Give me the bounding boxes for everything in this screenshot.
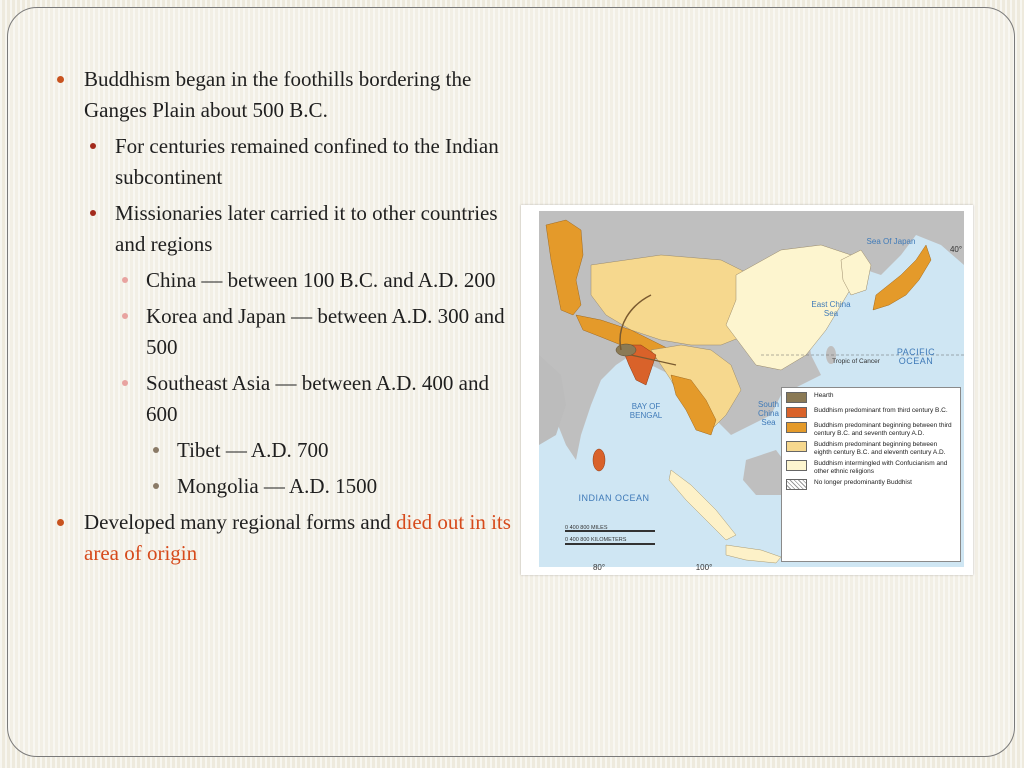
scale-km: 0 400 800 KILOMETERS	[565, 537, 627, 543]
label-south-china-sea: South China Sea	[758, 400, 779, 427]
bullet-text: Southeast Asia — between A.D. 400 and 600	[146, 371, 489, 426]
label-pacific-ocean: PACIFIC OCEAN	[896, 347, 936, 366]
bullet-china	[52, 265, 522, 296]
bullet-korea-japan	[52, 301, 522, 363]
bullet-regional-forms	[52, 507, 522, 569]
legend-item-eighth-to-eleventh	[786, 441, 956, 456]
bullet-text: China — between 100 B.C. and A.D. 200	[146, 268, 496, 292]
label-sea-of-japan: Sea Of Japan	[866, 237, 916, 246]
legend-item-confucianism	[786, 460, 956, 475]
label-lon-100: 100°	[695, 563, 713, 572]
bullet-buddhism-origin	[52, 64, 522, 126]
legend-item-no-longer	[786, 479, 956, 490]
map-legend	[781, 387, 961, 562]
legend-swatch-icon	[786, 422, 807, 433]
bullet-dot-icon	[153, 483, 159, 489]
label-tropic-of-cancer: Tropic of Cancer	[832, 358, 880, 365]
legend-swatch-icon	[786, 479, 807, 490]
legend-label: Buddhism predominant from third century B.C.	[814, 407, 948, 414]
legend-label: Buddhism predominant beginning between third century B.C. and seventh century A.D.	[814, 422, 952, 437]
bullet-southeast-asia	[52, 368, 522, 430]
label-indian-ocean: INDIAN OCEAN	[578, 493, 650, 503]
legend-swatch-icon	[786, 407, 807, 418]
legend-item-third-century	[786, 407, 956, 418]
bullet-text: Tibet — A.D. 700	[177, 438, 329, 462]
legend-item-third-to-seventh	[786, 422, 956, 437]
legend-label: Hearth	[814, 392, 834, 399]
bullet-list	[52, 64, 522, 574]
bullet-dot-icon	[153, 447, 159, 453]
bullet-dot-icon	[57, 76, 64, 83]
bullet-text: Mongolia — A.D. 1500	[177, 474, 378, 498]
buddhism-diffusion-map	[521, 205, 973, 575]
legend-item-hearth	[786, 392, 956, 403]
bullet-dot-icon	[122, 380, 128, 386]
bullet-confined-india	[52, 131, 522, 193]
legend-label: No longer predominantly Buddhist	[814, 479, 912, 486]
legend-swatch-icon	[786, 441, 807, 452]
label-lat-40: 40°	[949, 245, 963, 254]
bullet-dot-icon	[90, 210, 96, 216]
bullet-text: Korea and Japan — between A.D. 300 and 500	[146, 304, 505, 359]
bullet-missionaries	[52, 198, 522, 260]
legend-label: Buddhism predominant beginning between eighth century B.C. and eleventh century A.D.	[814, 441, 946, 456]
bullet-dot-icon	[57, 519, 64, 526]
bullet-text: Missionaries later carried it to other countries and regions	[115, 201, 498, 256]
bullet-dot-icon	[122, 313, 128, 319]
bullet-text-highlight: died out in its area of origin	[84, 510, 511, 565]
bullet-text: Developed many regional forms and	[84, 510, 396, 534]
label-lon-80: 80°	[592, 563, 606, 572]
bullet-tibet	[52, 435, 522, 466]
bullet-text: For centuries remained confined to the Indian subcontinent	[115, 134, 499, 189]
legend-swatch-icon	[786, 392, 807, 403]
legend-swatch-icon	[786, 460, 807, 471]
map-scale	[565, 525, 685, 543]
bullet-text: Buddhism began in the foothills bordering the Ganges Plain about 500 B.C.	[84, 67, 472, 122]
bullet-dot-icon	[90, 143, 96, 149]
legend-label: Buddhism intermingled with Confucianism and other ethnic religions	[814, 460, 948, 475]
label-bay-of-bengal: BAY OF BENGAL	[629, 402, 663, 420]
bullet-dot-icon	[122, 277, 128, 283]
scale-miles: 0 400 800 MILES	[565, 525, 608, 531]
label-east-china-sea: East China Sea	[811, 300, 851, 318]
bullet-mongolia	[52, 471, 522, 502]
